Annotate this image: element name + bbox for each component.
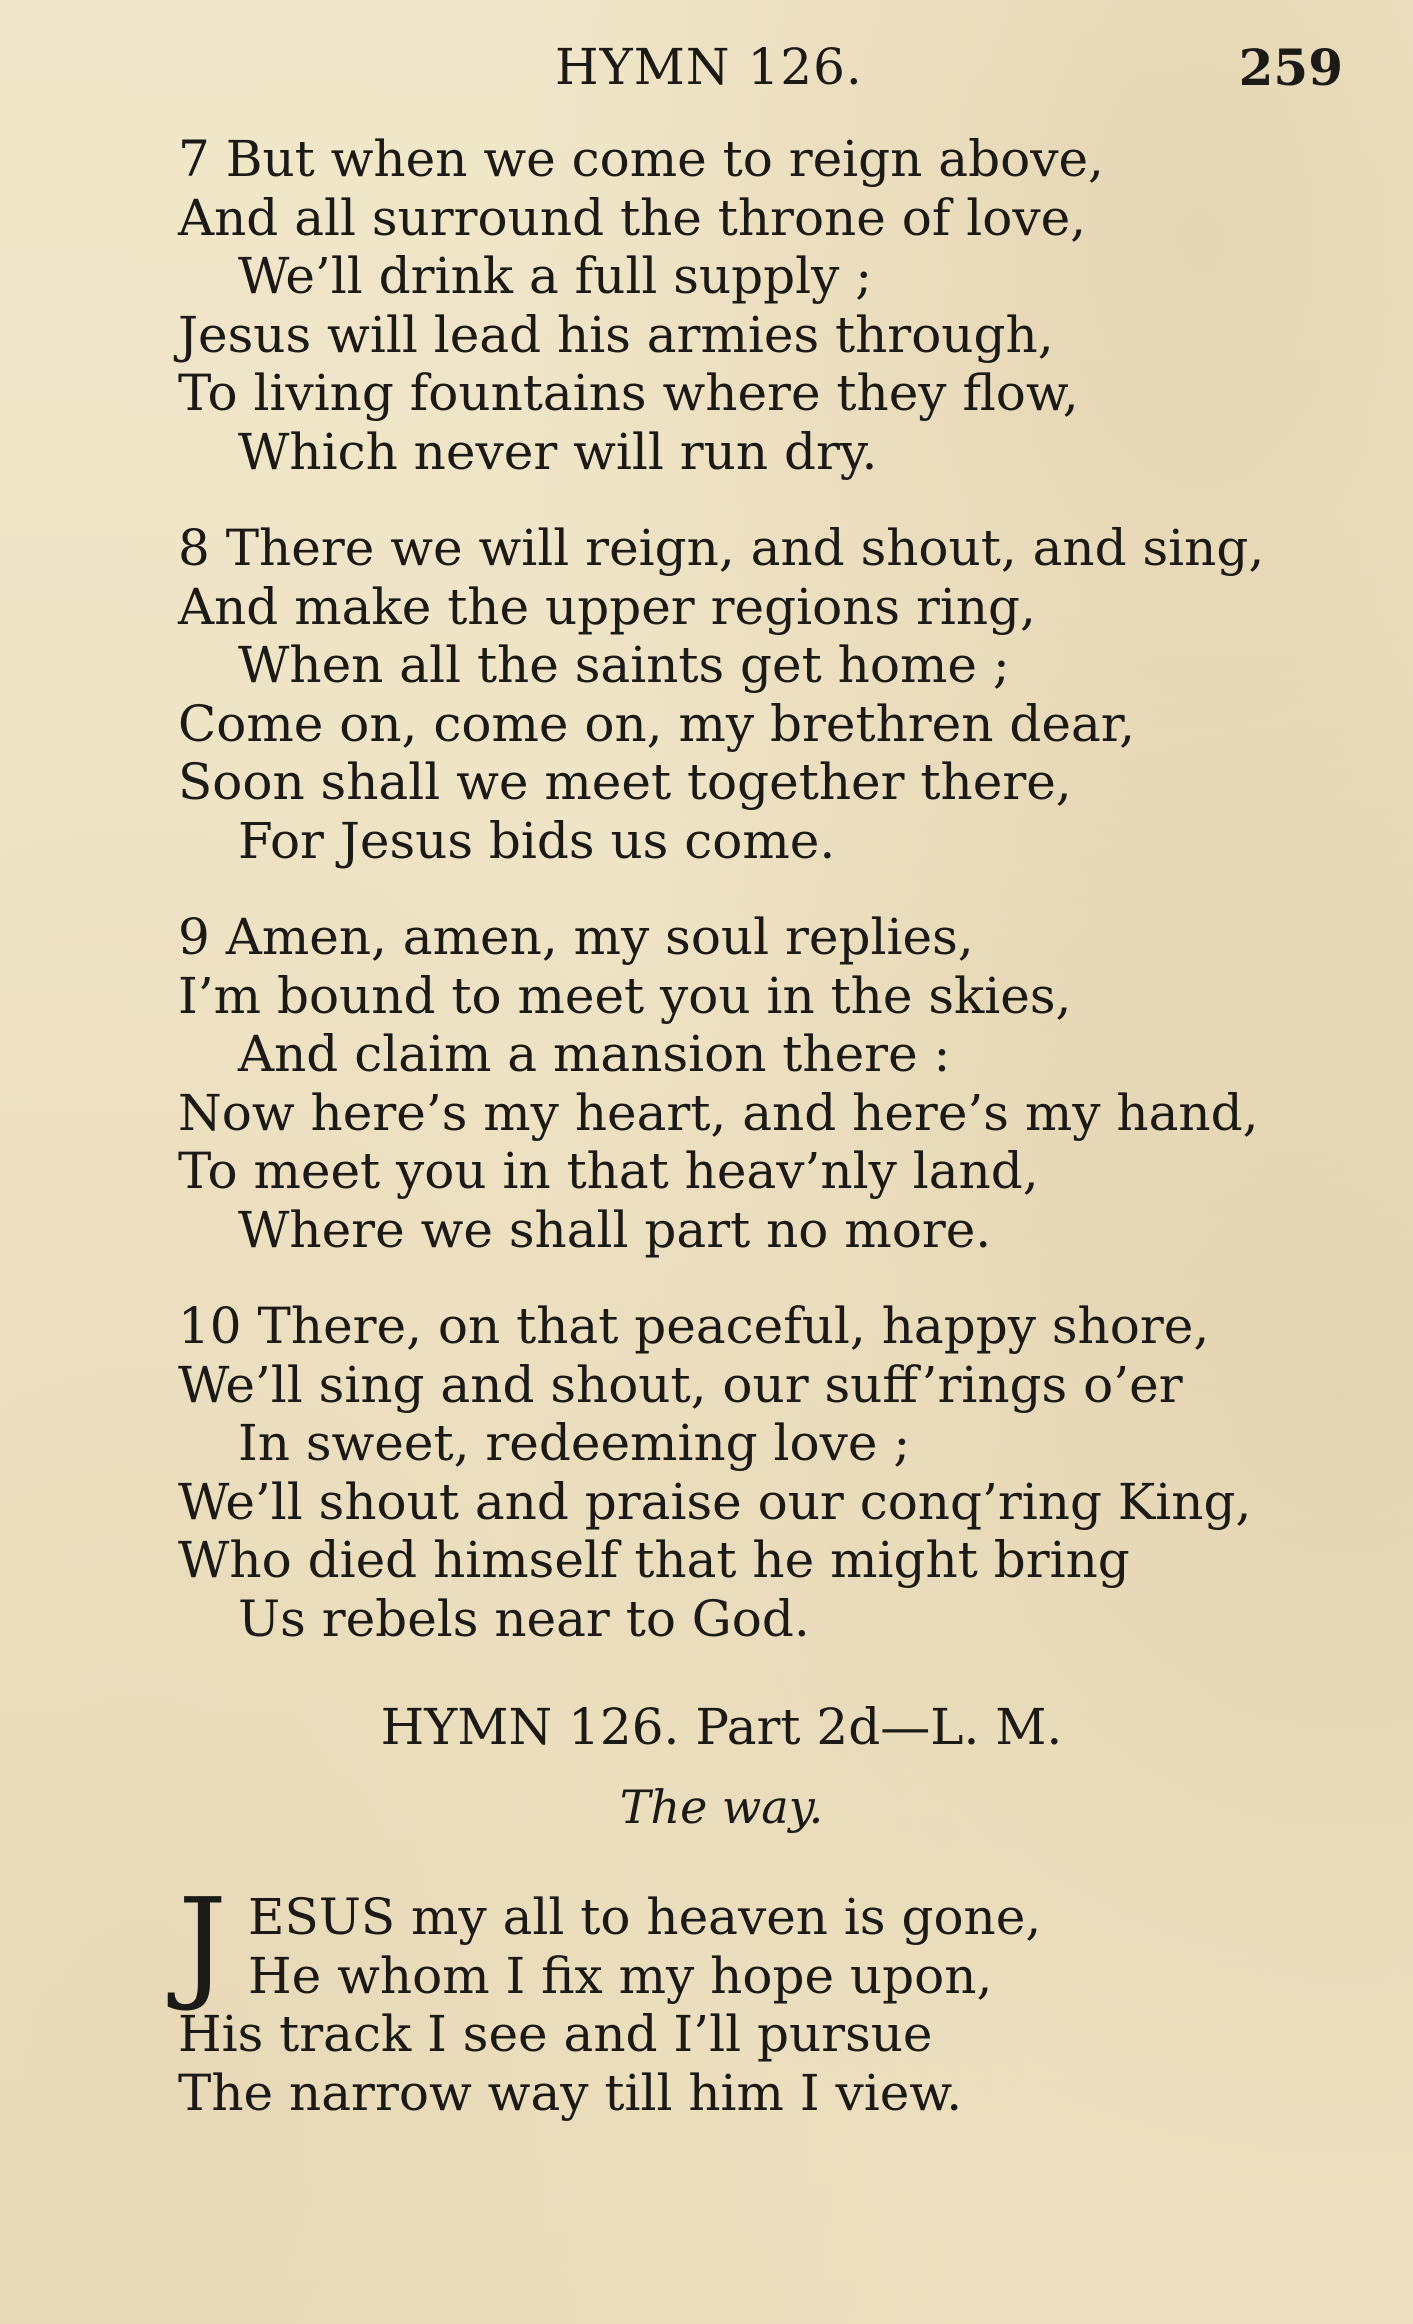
verse-line: For Jesus bids us come. <box>238 811 836 870</box>
verse-line: His track I see and I’ll pursue <box>178 2005 933 2063</box>
verse-line: 10 There, on that peaceful, happy shore, <box>178 1297 1210 1355</box>
stanza-10 <box>178 1297 1378 1648</box>
verse-line: Where we shall part no more. <box>238 1200 992 1259</box>
hymn-part2-subtitle: The way. <box>619 1780 824 1834</box>
verse-line: 9 Amen, amen, my soul replies, <box>178 908 974 966</box>
drop-cap: J <box>178 1872 227 2014</box>
verse-line: And make the upper regions ring, <box>178 577 1036 636</box>
stanza-9 <box>178 908 1378 1259</box>
verse-line: When all the saints get home ; <box>238 636 1010 694</box>
verse-line: He whom I fix my hope upon, <box>248 1946 993 2005</box>
verse-line: ESUS my all to heaven is gone, <box>248 1888 1042 1946</box>
verse-line: Now here’s my heart, and here’s my hand, <box>178 1083 1259 1142</box>
verse-line: Who died himself that he might bring <box>178 1531 1130 1589</box>
verse-line: Come on, come on, my brethren dear, <box>178 694 1136 753</box>
verse-line: The narrow way till him I view. <box>178 2063 963 2122</box>
verse-line: In sweet, redeeming love ; <box>238 1414 911 1472</box>
verse-line: We’ll shout and praise our conq’ring King, <box>178 1472 1252 1531</box>
page-number: 259 <box>1238 38 1343 97</box>
verse-line: To meet you in that heav’nly land, <box>178 1142 1039 1200</box>
verse-line: We’ll sing and shout, our suff’rings o’er <box>178 1355 1183 1414</box>
verse-line: And claim a mansion there : <box>238 1025 951 1083</box>
hymn-verses <box>178 130 1378 1686</box>
verse-line: Which never will run dry. <box>238 422 878 481</box>
hymn-part2-verse <box>178 1872 1378 2122</box>
hymn-part2-heading: HYMN 126. Part 2d—L. M. <box>380 1698 1063 1756</box>
stanza-8 <box>178 519 1378 870</box>
verse-line: Soon shall we meet together there, <box>178 753 1072 811</box>
running-title: HYMN 126. <box>555 38 863 96</box>
verse-line: Us rebels near to God. <box>238 1589 810 1648</box>
verse-line: And all surround the throne of love, <box>178 188 1087 247</box>
running-header <box>0 38 1413 108</box>
verse-line: 8 There we will reign, and shout, and sing, <box>178 519 1265 577</box>
stanza-7 <box>178 130 1378 481</box>
verse-line: 7 But when we come to reign above, <box>178 130 1104 188</box>
verse-line: I’m bound to meet you in the skies, <box>178 966 1072 1025</box>
verse-line: We’ll drink a full supply ; <box>238 247 873 305</box>
verse-line: To living fountains where they flow, <box>178 364 1079 422</box>
verse-line: Jesus will lead his armies through, <box>178 305 1054 364</box>
